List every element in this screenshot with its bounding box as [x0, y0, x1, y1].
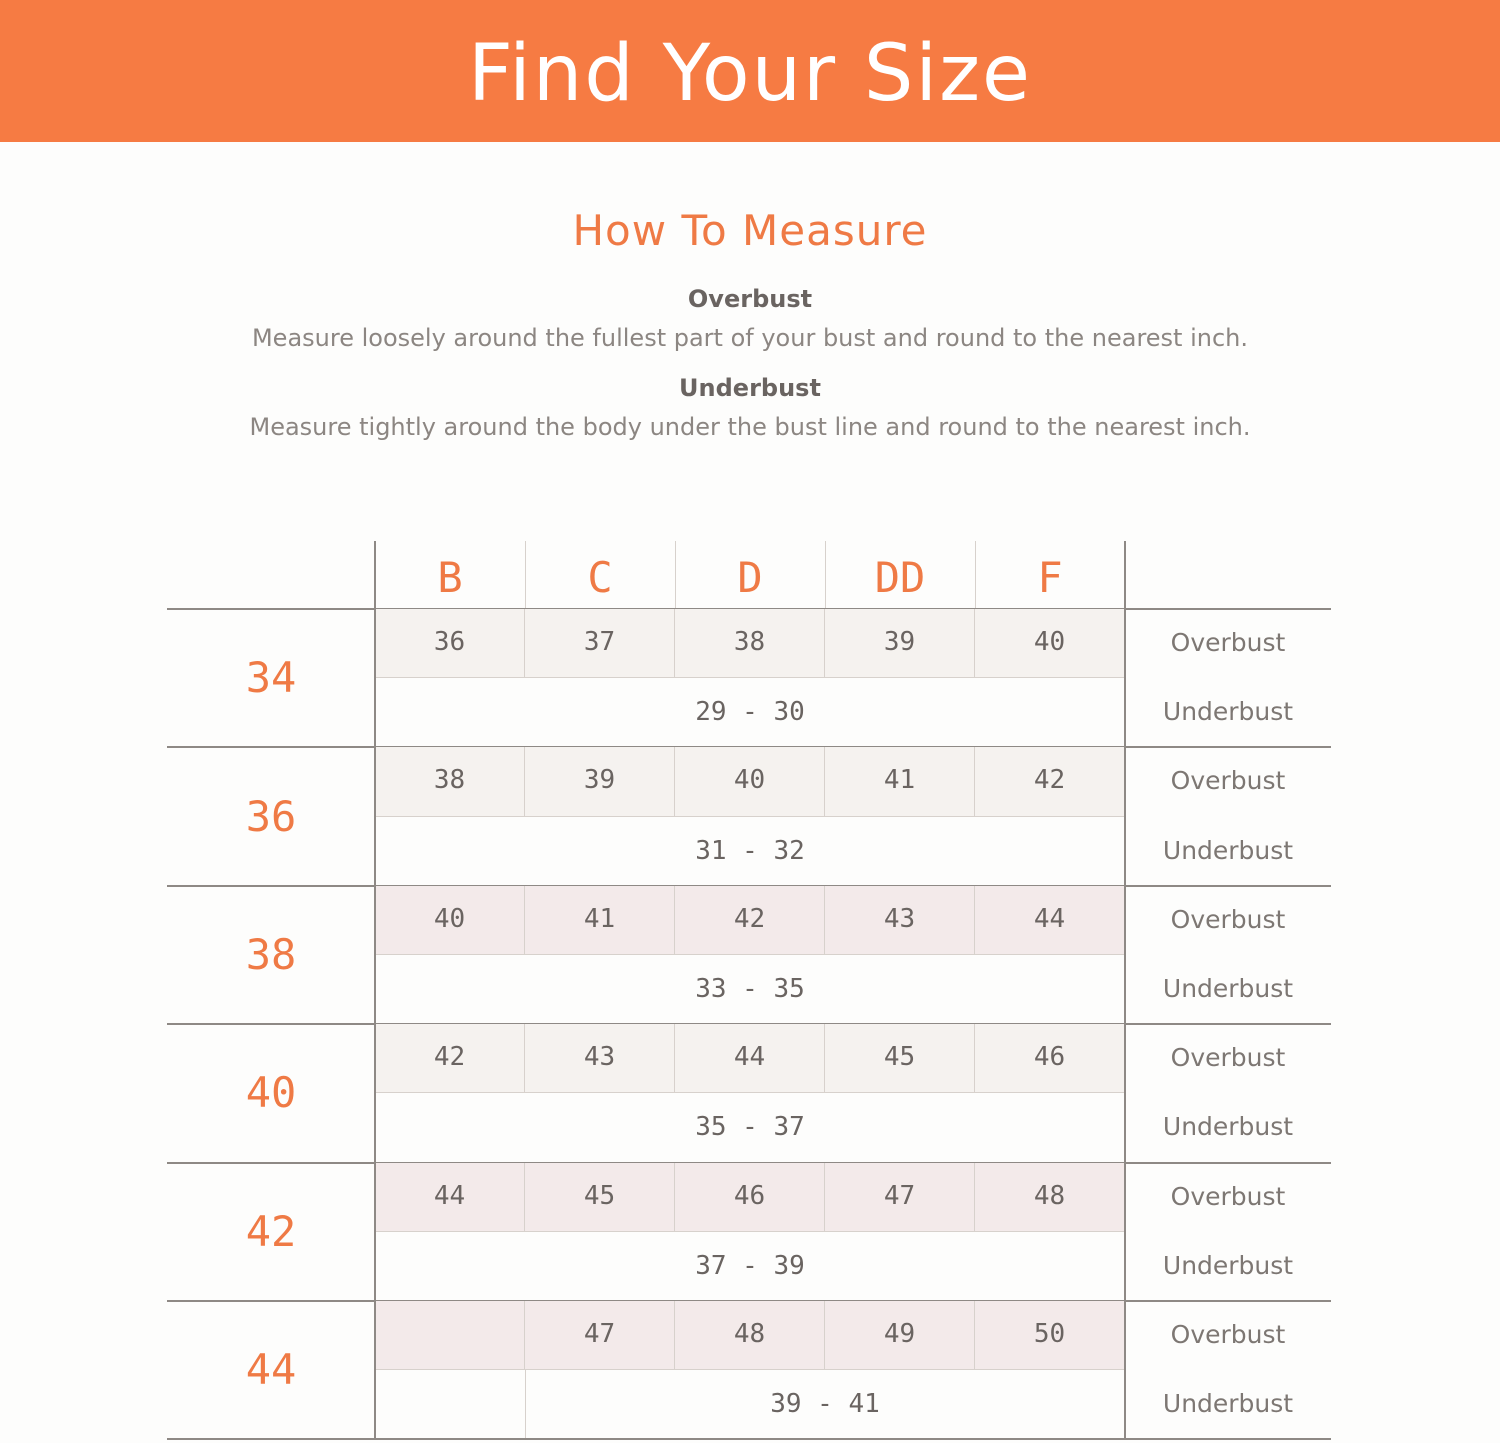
overbust-cell: 47 [825, 1163, 975, 1232]
underbust-row-label: Underbust [1162, 1389, 1294, 1419]
overbust-title: Overbust [687, 285, 813, 313]
overbust-cell: 44 [375, 1163, 525, 1232]
overbust-cell: 45 [825, 1024, 975, 1093]
label-column-divider [1124, 886, 1126, 1024]
band-size-36: 36 [245, 791, 297, 841]
overbust-cell [375, 1301, 525, 1370]
overbust-cell: 48 [675, 1301, 825, 1370]
overbust-cell: 40 [675, 747, 825, 816]
overbust-cell: 48 [975, 1163, 1125, 1232]
header-divider [975, 541, 976, 609]
band-size-34: 34 [245, 653, 297, 703]
underbust-row-label: Underbust [1162, 974, 1294, 1003]
overbust-row-label: Overbust [1170, 904, 1286, 934]
overbust-cell: 49 [825, 1301, 975, 1370]
overbust-cell: 43 [525, 1024, 675, 1093]
header-divider [374, 541, 376, 609]
overbust-cell: 38 [375, 747, 525, 816]
overbust-cell: 45 [525, 1163, 675, 1232]
underbust-row-label: Underbust [1162, 697, 1294, 727]
overbust-row-label: Overbust [1170, 1320, 1286, 1349]
label-column-divider [1124, 609, 1126, 747]
overbust-cell: 46 [975, 1024, 1125, 1093]
overbust-cell: 44 [975, 886, 1125, 955]
overbust-cell: 42 [675, 886, 825, 955]
underbust-range: 31 - 32 [695, 835, 805, 866]
band-size-38: 38 [245, 930, 297, 979]
underbust-range: 35 - 37 [695, 1112, 805, 1143]
underbust-title: Underbust [679, 374, 821, 402]
overbust-row-label: Overbust [1170, 628, 1286, 657]
band-column-divider [374, 609, 376, 747]
header-divider [1124, 541, 1126, 609]
overbust-cell: 40 [375, 886, 525, 955]
row-divider [167, 1438, 1331, 1440]
underbust-description: Measure tightly around the body under the bust line and round to the nearest inch. [249, 413, 1251, 441]
underbust-range: 37 - 39 [695, 1250, 805, 1281]
overbust-cell: 47 [525, 1301, 675, 1370]
label-column-divider [1124, 747, 1126, 885]
overbust-cell: 44 [675, 1024, 825, 1093]
band-size-40: 40 [245, 1068, 297, 1118]
page-title: Find Your Size [467, 29, 1033, 119]
band-column-divider [374, 1301, 376, 1439]
overbust-cell: 50 [975, 1301, 1125, 1370]
overbust-row-label: Overbust [1170, 766, 1286, 796]
underbust-range: 33 - 35 [695, 974, 805, 1004]
overbust-cell: 37 [525, 609, 675, 678]
overbust-cell: 42 [375, 1024, 525, 1093]
header-divider [675, 541, 676, 609]
overbust-cell: 38 [675, 609, 825, 678]
overbust-cell: 39 [825, 609, 975, 678]
overbust-cell: 40 [975, 609, 1125, 678]
cup-header-f: F [1037, 553, 1063, 602]
overbust-cell: 39 [525, 747, 675, 816]
cup-header-dd: DD [874, 553, 926, 602]
underbust-row-label: Underbust [1162, 1250, 1294, 1280]
overbust-cell: 43 [825, 886, 975, 955]
band-column-divider [374, 886, 376, 1024]
overbust-cell: 42 [975, 747, 1125, 816]
band-size-44: 44 [245, 1345, 297, 1395]
overbust-description: Measure loosely around the fullest part of your bust and round to the nearest inch. [251, 324, 1249, 352]
overbust-cell: 41 [825, 747, 975, 816]
overbust-cell: 46 [675, 1163, 825, 1232]
overbust-row-label: Overbust [1170, 1181, 1286, 1211]
underbust-range: 39 - 41 [770, 1389, 880, 1420]
how-to-measure-heading: How To Measure [572, 206, 928, 255]
overbust-cell: 41 [525, 886, 675, 955]
band-column-divider [374, 1024, 376, 1162]
underbust-range: 29 - 30 [695, 697, 805, 728]
overbust-row-label: Overbust [1170, 1043, 1286, 1073]
cup-header-d: D [737, 553, 763, 602]
band-size-42: 42 [245, 1206, 297, 1256]
underbust-row-label: Underbust [1162, 1112, 1294, 1142]
label-column-divider [1124, 1301, 1126, 1439]
underbust-row-label: Underbust [1162, 835, 1294, 865]
cup-header-b: B [437, 553, 463, 602]
cup-header-c: C [587, 553, 613, 602]
label-column-divider [1124, 1024, 1126, 1162]
band-column-divider [374, 747, 376, 885]
label-column-divider [1124, 1163, 1126, 1301]
header-divider [525, 541, 526, 609]
overbust-cell: 36 [375, 609, 525, 678]
header-divider [825, 541, 826, 609]
band-column-divider [374, 1163, 376, 1301]
